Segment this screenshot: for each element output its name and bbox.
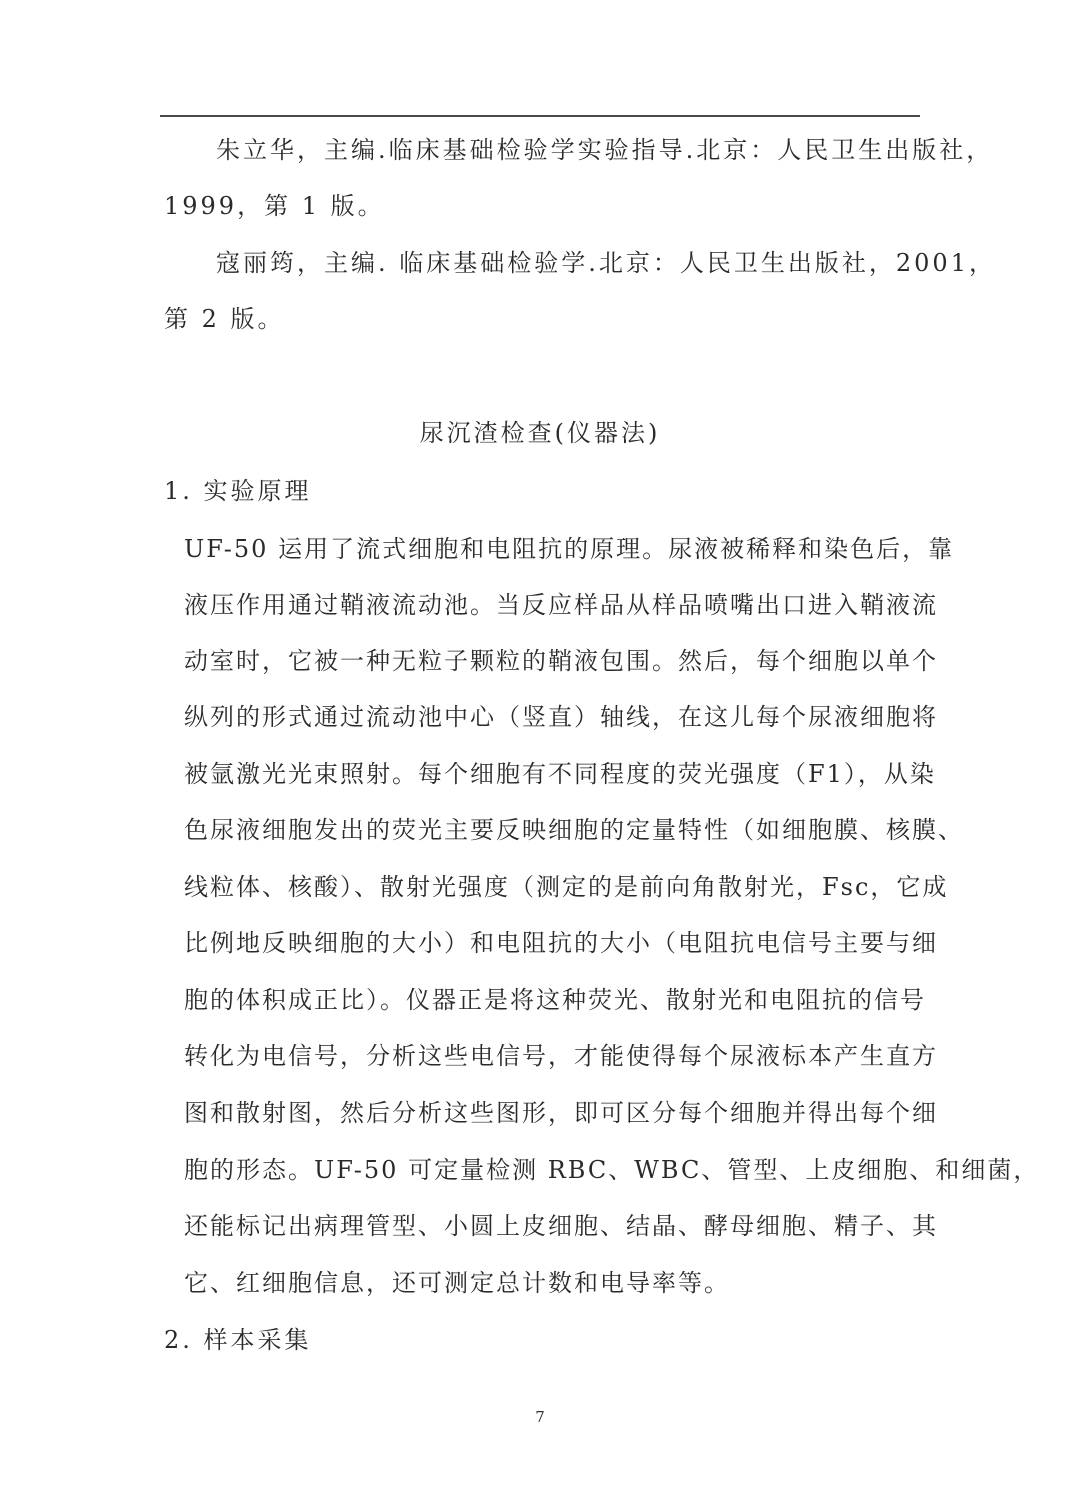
paragraph-line: 被氩激光光束照射。每个细胞有不同程度的荧光强度（F1），从染 <box>184 760 936 788</box>
top-rule-divider <box>160 115 920 117</box>
paragraph-line: 色尿液细胞发出的荧光主要反映细胞的定量特性（如细胞膜、核膜、 <box>184 816 964 844</box>
paragraph-line: 线粒体、核酸）、散射光强度（测定的是前向角散射光，Fsc，它成 <box>184 873 949 901</box>
reference-2-line-2: 第 2 版。 <box>164 305 285 333</box>
paragraph-line: 还能标记出病理管型、小圆上皮细胞、结晶、酵母细胞、精子、其 <box>184 1212 938 1240</box>
paragraph-line: 它、红细胞信息，还可测定总计数和电导率等。 <box>184 1269 730 1297</box>
paragraph-line: UF-50 运用了流式细胞和电阻抗的原理。尿液被稀释和染色后，靠 <box>184 535 955 563</box>
paragraph-line: 动室时，它被一种无粒子颗粒的鞘液包围。然后，每个细胞以单个 <box>184 647 938 675</box>
reference-2-line-1: 寇丽筠，主编. 临床基础检验学.北京：人民卫生出版社，2001， <box>216 249 996 277</box>
paragraph-line: 比例地反映细胞的大小）和电阻抗的大小（电阻抗电信号主要与细 <box>184 929 938 957</box>
reference-1-line-2: 1999，第 1 版。 <box>164 192 385 220</box>
paragraph-line: 图和散射图，然后分析这些图形，即可区分每个细胞并得出每个细 <box>184 1099 938 1127</box>
reference-1-line-1: 朱立华，主编.临床基础检验学实验指导.北京：人民卫生出版社， <box>216 136 994 164</box>
paragraph-line: 纵列的形式通过流动池中心（竖直）轴线，在这儿每个尿液细胞将 <box>184 703 938 731</box>
paragraph-line: 胞的体积成正比）。仪器正是将这种荧光、散射光和电阻抗的信号 <box>184 986 926 1014</box>
paragraph-line: 转化为电信号，分析这些电信号，才能使得每个尿液标本产生直方 <box>184 1042 938 1070</box>
heading-sample-collection: 2. 样本采集 <box>164 1326 312 1354</box>
page-number: 7 <box>535 1408 545 1426</box>
paragraph-line: 胞的形态。UF-50 可定量检测 RBC、WBC、管型、上皮细胞、和细菌， <box>184 1156 1040 1184</box>
paragraph-line: 液压作用通过鞘液流动池。当反应样品从样品喷嘴出口进入鞘液流 <box>184 591 938 619</box>
heading-experiment-principle: 1. 实验原理 <box>164 477 312 505</box>
section-title: 尿沉渣检查(仪器法) <box>419 419 661 447</box>
